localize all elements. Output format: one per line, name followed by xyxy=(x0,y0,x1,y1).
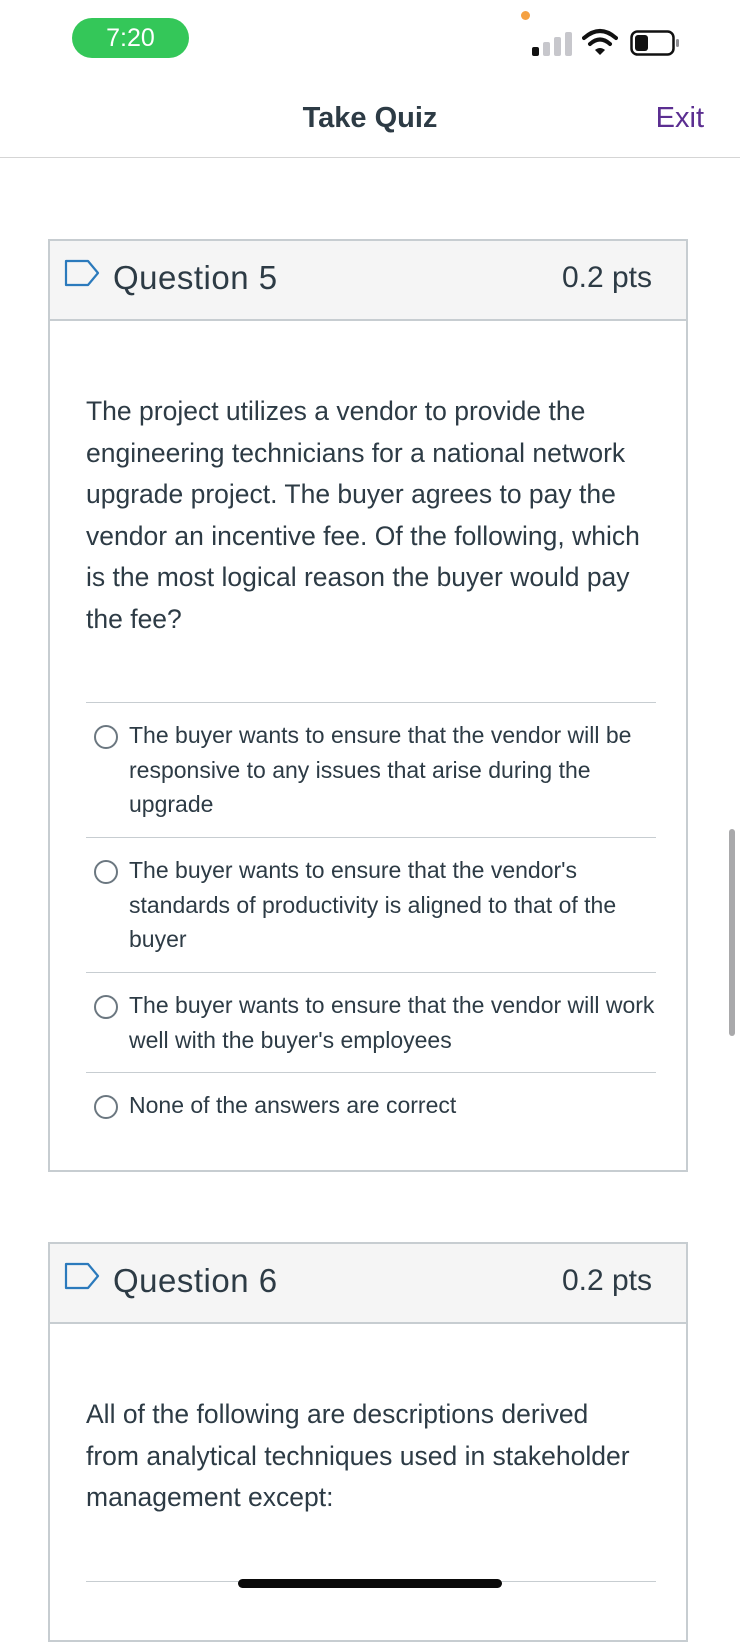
page-title: Take Quiz xyxy=(302,102,438,134)
battery-icon xyxy=(630,30,680,56)
answer-option-4[interactable] xyxy=(86,1072,656,1132)
flag-question-icon[interactable] xyxy=(64,1262,102,1290)
nav-bar xyxy=(0,80,740,158)
answer-list xyxy=(86,702,656,1132)
answer-text: The buyer wants to ensure that the vendor will work well with the buyer's employees xyxy=(129,992,655,1053)
answer-option-3[interactable] xyxy=(86,972,656,1072)
question-title: Question 6 xyxy=(113,1262,278,1299)
privacy-indicator-dot xyxy=(521,11,530,20)
flag-question-icon[interactable] xyxy=(64,259,102,287)
answer-option-2[interactable] xyxy=(86,837,656,972)
question-header xyxy=(50,241,686,321)
radio-button[interactable] xyxy=(94,995,118,1019)
signal-icon xyxy=(532,30,572,56)
answer-text: None of the answers are correct xyxy=(129,1092,457,1118)
answer-text: The buyer wants to ensure that the vendor will be responsive to any issues that arise during the upgrade xyxy=(129,722,632,817)
answer-option-1[interactable] xyxy=(86,702,656,837)
question-points: 0.2 pts xyxy=(561,1264,652,1297)
status-time: 7:20 xyxy=(72,18,189,58)
home-indicator[interactable] xyxy=(238,1579,502,1588)
scrollbar[interactable] xyxy=(729,829,735,1036)
exit-button[interactable]: Exit xyxy=(655,102,704,134)
question-points: 0.2 pts xyxy=(561,261,652,294)
question-text: All of the following are descriptions derived from analytical techniques used in stakeholder management except: xyxy=(86,1399,630,1512)
radio-button[interactable] xyxy=(94,860,118,884)
answer-text: The buyer wants to ensure that the vendor's standards of productivity is aligned to that of the buyer xyxy=(129,857,617,952)
question-text: The project utilizes a vendor to provide the engineering technicians for a national network upgrade project. The buyer agrees to pay the vendor an incentive fee. Of the following, which is the most logical reason the buyer would pay the fee? xyxy=(86,396,640,634)
question-header xyxy=(50,1244,686,1324)
question-title: Question 5 xyxy=(113,259,278,296)
question-card-5 xyxy=(48,239,688,1172)
status-bar xyxy=(0,0,740,80)
wifi-icon xyxy=(582,28,618,56)
radio-button[interactable] xyxy=(94,725,118,749)
radio-button[interactable] xyxy=(94,1095,118,1119)
